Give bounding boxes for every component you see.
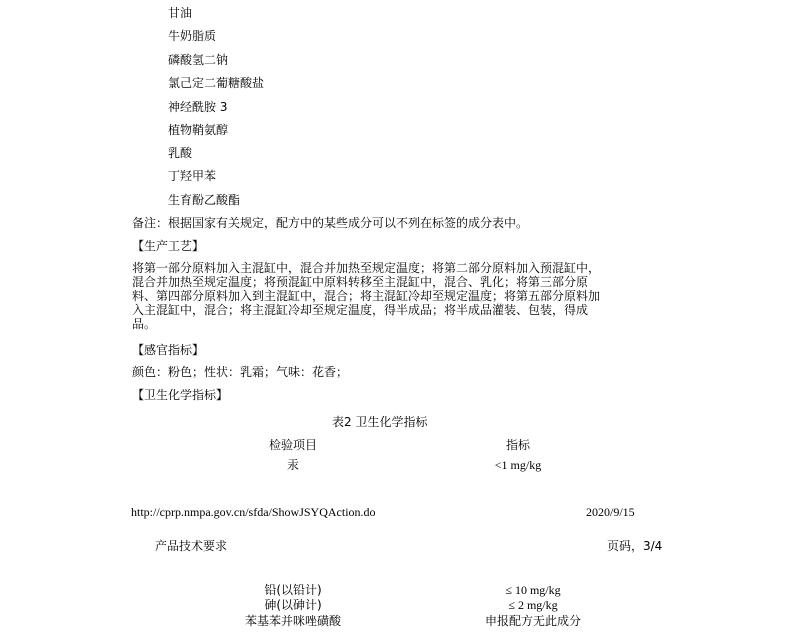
table-cell-value: <1 mg/kg [494,458,542,472]
ingredient-item: 丁羟甲苯 [168,169,217,183]
ingredient-item: 神经酰胺 3 [168,100,228,114]
process-line: 将第一部分原料加入主混缸中，混合并加热至规定温度；将第二部分原料加入预混缸中， [132,261,601,275]
process-paragraph [132,261,632,331]
table-cell-value: ≤ 2 mg/kg [508,598,558,612]
table-header-index: 指标 [505,438,530,452]
ingredient-item: 磷酸氢二钠 [168,53,229,67]
table-cell-item: 苯基苯并咪唑磺酸 [244,614,341,628]
next-page-title: 产品技术要求 [155,539,228,553]
hygiene-heading: 【卫生化学指标】 [132,388,229,402]
process-heading: 【生产工艺】 [132,239,205,253]
sensory-text: 颜色：粉色；性状：乳霜；气味：花香； [132,365,349,379]
sensory-heading: 【感官指标】 [132,343,205,357]
next-page-number: 页码，3/4 [607,539,663,553]
process-line: 混合并加热至规定温度；将预混缸中原料转移至主混缸中，混合、乳化；将第三部分原 [132,275,589,289]
ingredient-item: 甘油 [168,6,193,20]
ingredient-item: 乳酸 [168,146,193,160]
process-line: 料、第四部分原料加入到主混缸中，混合；将主混缸冷却至规定温度；将第五部分原料加 [132,289,601,303]
ingredient-item: 牛奶脂质 [168,29,217,43]
table-title: 表2 卫生化学指标 [332,415,428,429]
table-cell-item: 铅(以铅计) [264,583,322,597]
table-cell-item: 砷(以砷计) [264,598,322,612]
ingredient-item: 氯己定二葡糖酸盐 [168,76,265,90]
ingredient-item: 植物鞘氨醇 [168,123,229,137]
table-header-item: 检验项目 [268,438,317,452]
process-line: 入主混缸中，混合；将主混缸冷却至规定温度，得半成品；将半成品灌装、包装，得成 [132,303,589,317]
table-cell-item: 汞 [286,458,299,472]
footer-url[interactable]: http://cprp.nmpa.gov.cn/sfda/ShowJSYQAction.do [131,505,376,519]
table-cell-value: 申报配方无此成分 [484,614,581,628]
ingredient-note: 备注：根据国家有关规定，配方中的某些成分可以不列在标签的成分表中。 [132,216,529,230]
ingredient-item: 生育酚乙酸酯 [168,193,241,207]
process-line: 品。 [132,317,157,331]
footer-date: 2020/9/15 [586,505,635,519]
table-cell-value: ≤ 10 mg/kg [505,583,561,597]
